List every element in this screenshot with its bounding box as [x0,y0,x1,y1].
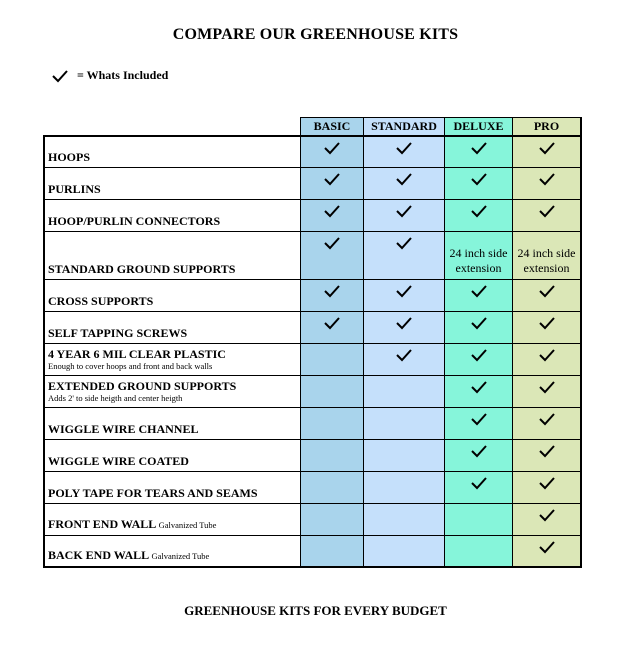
feature-name: HOOP/PURLIN CONNECTORS [48,213,221,228]
checkmark-icon [51,69,69,83]
cell-deluxe [445,231,513,279]
checkmark-icon [538,412,556,426]
checkmark-icon [470,444,488,458]
cell-pro [513,471,582,503]
feature-label [44,136,301,167]
cell-standard [364,471,445,503]
feature-name: BACK END WALL [48,548,149,562]
header-blank [44,118,301,137]
legend [51,68,168,83]
cell-deluxe [445,535,513,567]
table-row [44,407,581,439]
cell-pro [513,311,582,343]
cell-text: 24 inch side extension [449,245,508,275]
feature-label [44,375,301,407]
feature-label [44,311,301,343]
cell-pro [513,503,582,535]
cell-basic [301,503,364,535]
checkmark-icon [470,476,488,490]
feature-note: Enough to cover hoops and front and back walls [48,360,213,371]
cell-deluxe [445,375,513,407]
column-header-basic: BASIC [301,118,364,137]
cell-deluxe [445,503,513,535]
cell-deluxe [445,439,513,471]
column-header-deluxe: DELUXE [445,118,513,137]
table-row [44,199,581,231]
cell-pro [513,407,582,439]
legend-text: = Whats Included [77,68,169,82]
cell-deluxe [445,167,513,199]
checkmark-icon [538,172,556,186]
checkmark-icon [470,284,488,298]
feature-name: STANDARD GROUND SUPPORTS [48,261,236,276]
checkmark-icon [395,316,413,330]
checkmark-icon [470,316,488,330]
feature-label [44,343,301,375]
checkmark-icon [538,476,556,490]
table-row [44,503,581,535]
checkmark-icon [470,204,488,218]
feature-name: SELF TAPPING SCREWS [48,325,188,340]
checkmark-icon [395,348,413,362]
checkmark-icon [538,444,556,458]
feature-name: CROSS SUPPORTS [48,293,154,308]
cell-deluxe [445,471,513,503]
feature-label [44,535,301,567]
cell-deluxe [445,311,513,343]
cell-basic [301,199,364,231]
cell-standard [364,136,445,167]
cell-standard [364,279,445,311]
cell-standard [364,407,445,439]
column-header-pro: PRO [513,118,582,137]
checkmark-icon [538,316,556,330]
feature-name: WIGGLE WIRE CHANNEL [48,421,199,436]
table-row [44,279,581,311]
feature-name: HOOPS [48,149,91,164]
table-row [44,439,581,471]
feature-name: PURLINS [48,181,101,196]
checkmark-icon [395,172,413,186]
checkmark-icon [538,141,556,155]
cell-standard [364,231,445,279]
checkmark-icon [323,172,341,186]
feature-label [44,503,301,535]
cell-standard [364,535,445,567]
checkmark-icon [538,284,556,298]
table-row [44,535,581,567]
checkmark-icon [470,380,488,394]
table-body [44,136,581,567]
checkmark-icon [538,508,556,522]
feature-label [44,231,301,279]
checkmark-icon [470,141,488,155]
cell-basic [301,136,364,167]
checkmark-icon [323,316,341,330]
checkmark-icon [323,141,341,155]
feature-name: FRONT END WALL [48,516,156,531]
feature-name: POLY TAPE FOR TEARS AND SEAMS [48,485,258,500]
cell-basic [301,375,364,407]
checkmark-icon [470,412,488,426]
page-title: COMPARE OUR GREENHOUSE KITS [172,26,459,43]
checkmark-icon [470,172,488,186]
cell-basic [301,167,364,199]
comparison-table [43,117,582,568]
cell-standard [364,503,445,535]
feature-name: EXTENDED GROUND SUPPORTS [48,378,237,393]
cell-pro [513,199,582,231]
cell-pro [513,136,582,167]
checkmark-icon [395,141,413,155]
cell-pro [513,231,582,279]
cell-pro [513,279,582,311]
feature-name: WIGGLE WIRE COATED [48,453,189,468]
checkmark-icon [395,204,413,218]
table-row [44,343,581,375]
cell-deluxe [445,407,513,439]
checkmark-icon [323,284,341,298]
cell-basic [301,311,364,343]
table-row [44,136,581,167]
feature-label [44,199,301,231]
checkmark-icon [538,204,556,218]
table-row [44,311,581,343]
cell-deluxe [445,279,513,311]
feature-label [44,471,301,503]
feature-note: Galvanized Tube [158,519,217,530]
cell-basic [301,231,364,279]
cell-basic [301,407,364,439]
checkmark-icon [538,348,556,362]
feature-label [44,407,301,439]
checkmark-icon [395,284,413,298]
feature-label [44,439,301,471]
cell-basic [301,343,364,375]
cell-standard [364,167,445,199]
cell-standard [364,375,445,407]
table-row [44,167,581,199]
checkmark-icon [323,204,341,218]
checkmark-icon [470,348,488,362]
feature-note: Adds 2' to side heigth and center heigth [48,392,183,403]
table-row [44,375,581,407]
column-header-standard: STANDARD [364,118,445,137]
cell-basic [301,439,364,471]
checkmark-icon [395,236,413,250]
cell-deluxe [445,136,513,167]
cell-text: 24 inch side extension [517,245,576,275]
table-row [44,231,581,279]
checkmark-icon [538,540,556,554]
cell-deluxe [445,343,513,375]
cell-basic [301,279,364,311]
feature-label [44,279,301,311]
checkmark-icon [323,236,341,250]
cell-deluxe [445,199,513,231]
footer-text: GREENHOUSE KITS FOR EVERY BUDGET [184,603,447,618]
cell-pro [513,535,582,567]
table-row [44,471,581,503]
cell-basic [301,471,364,503]
checkmark-icon [538,380,556,394]
cell-standard [364,343,445,375]
cell-pro [513,167,582,199]
feature-label [44,167,301,199]
cell-pro [513,375,582,407]
feature-note: Galvanized Tube [151,551,210,561]
cell-standard [364,311,445,343]
feature-name: 4 YEAR 6 MIL CLEAR PLASTIC [48,346,226,361]
cell-pro [513,439,582,471]
cell-pro [513,343,582,375]
cell-standard [364,199,445,231]
cell-standard [364,439,445,471]
cell-basic [301,535,364,567]
